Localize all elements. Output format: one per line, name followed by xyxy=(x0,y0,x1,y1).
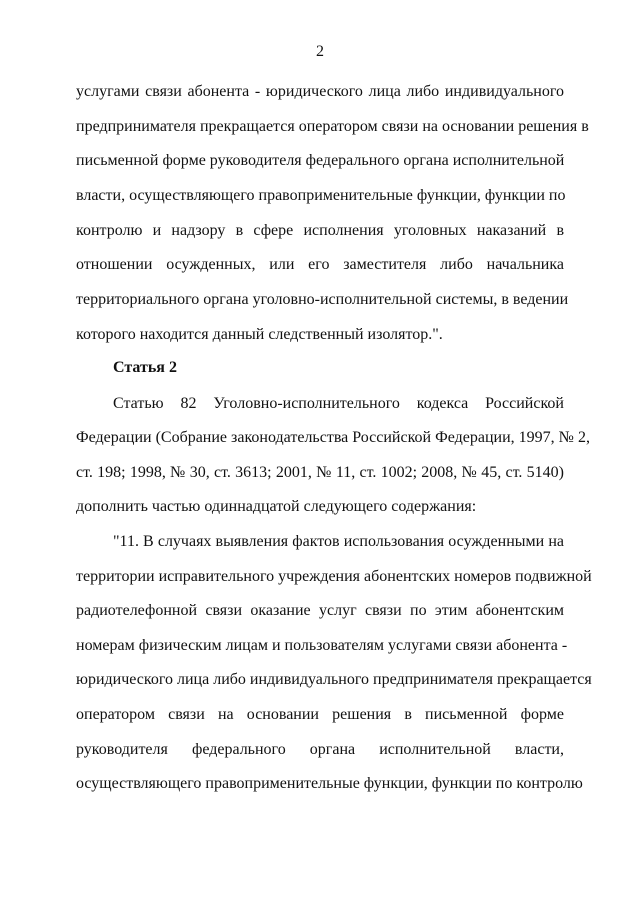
page-number: 2 xyxy=(316,43,324,60)
text-line: номерам физическим лицам и пользователям услугами связи абонента - xyxy=(76,637,568,654)
text-line: радиотелефонной связи оказание услуг связи по этим абонентским xyxy=(76,602,564,619)
text-line: Федерации (Собрание законодательства Российской Федерации, 1997, № 2, xyxy=(76,429,590,446)
article-heading: Статья 2 xyxy=(113,359,177,376)
text-line: юридического лица либо индивидуального предпринимателя прекращается xyxy=(76,671,592,688)
text-line: "11. В случаях выявления фактов использования осужденными на xyxy=(113,533,564,550)
text-line: предпринимателя прекращается оператором связи на основании решения в xyxy=(76,118,589,135)
text-line: власти, осуществляющего правоприменительные функции, функции по xyxy=(76,187,566,204)
text-line: услугами связи абонента - юридического лица либо индивидуального xyxy=(76,83,564,100)
text-line: оператором связи на основании решения в письменной форме xyxy=(76,706,564,723)
text-line: руководителя федерального органа исполнительной власти, xyxy=(76,741,564,758)
text-line: письменной форме руководителя федерального органа исполнительной xyxy=(76,152,565,169)
text-line: контролю и надзору в сфере исполнения уголовных наказаний в xyxy=(76,222,564,239)
text-line: отношении осужденных, или его заместителя либо начальника xyxy=(76,256,564,273)
text-line: территориального органа уголовно-исполнительной системы, в ведении xyxy=(76,291,569,308)
text-line: ст. 198; 1998, № 30, ст. 3613; 2001, № 11, ст. 1002; 2008, № 45, ст. 5140) xyxy=(76,464,564,481)
text-line: которого находится данный следственный изолятор.". xyxy=(76,326,443,343)
text-line: осуществляющего правоприменительные функции, функции по контролю xyxy=(76,775,583,792)
text-line: территории исправительного учреждения абонентских номеров подвижной xyxy=(76,568,592,585)
text-line: Статью 82 Уголовно-исполнительного кодекса Российской xyxy=(113,395,564,412)
text-line: дополнить частью одиннадцатой следующего содержания: xyxy=(76,498,477,515)
